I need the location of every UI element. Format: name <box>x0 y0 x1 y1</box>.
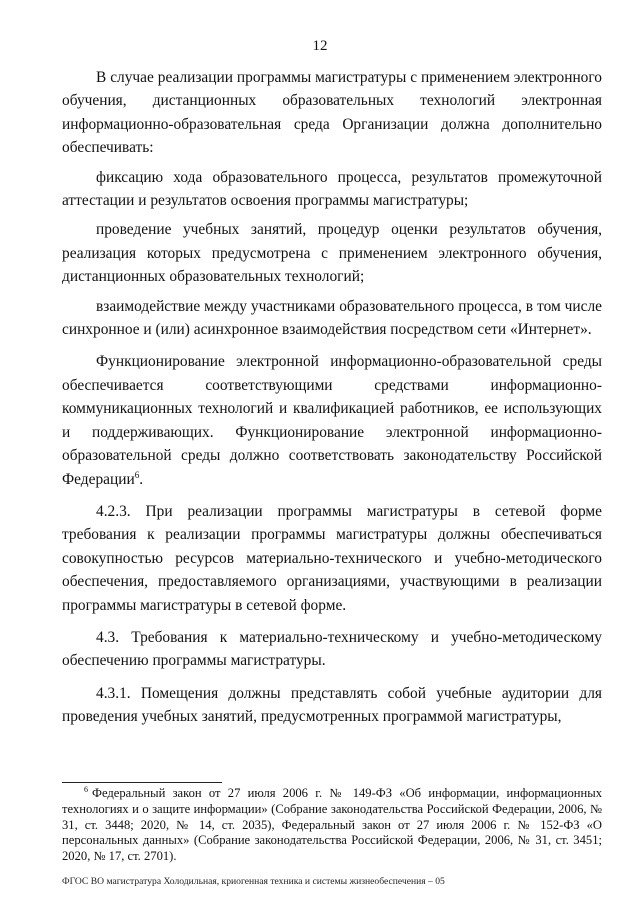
footnote-reference: 6 <box>134 469 140 480</box>
footnote-text: Федеральный закон от 27 июля 2006 г. № 149-ФЗ «Об информации, информационных технологиях и о защите информации» (Собрание законодательства Российской Федерации, 2006, № 31, ст. 3448; 2020, № 14, ст. 2035), Федеральный закон от 27 июля 2006 г. № 152-ФЗ «О персональных данных» (Собрание законодательства Российской Федерации, 2006, № 31, ст. 3451; 2020, № 17, ст. 2701). <box>62 786 602 864</box>
paragraph-functioning-end: . <box>139 470 144 488</box>
footnote-marker: 6 <box>84 784 88 794</box>
paragraph-interaction: взаимодействие между участниками образовательного процесса, в том числе синхронное и (или) асинхронное взаимодействия посредством сети «Интернет». <box>62 297 602 339</box>
paragraph-4-3-1: 4.3.1. Помещения должны представлять собой учебные аудитории для проведения учебных занятий, предусмотренных программой магистратуры, <box>62 684 602 726</box>
paragraph-electronic-learning: В случае реализации программы магистратуры с применением электронного обучения, дистанционных образовательных технологий электронная информационно-образовательная среда Организации должна дополнительно обеспечивать: <box>62 69 602 157</box>
paragraph-conducting-classes: проведение учебных занятий, процедур оценки результатов обучения, реализация которых предусмотрена с применением электронного обучения, дистанционных образовательных технологий; <box>62 221 602 286</box>
paragraph-functioning-text: Функционирование электронной информационно-образовательной среды обеспечивается соответствующими средствами информационно-коммуникационных технологий и квалификацией работников, ее использующих и поддерживающих. Функционирование электронной информационно-образовательной среды должно соответствовать законодательству Российской Федерации <box>62 353 602 488</box>
paragraph-4-3: 4.3. Требования к материально-техническому и учебно-методическому обеспечению программы магистратуры. <box>62 628 602 670</box>
paragraph-functioning <box>62 350 602 490</box>
document-footer: ФГОС ВО магистратура Холодильная, криогенная техника и системы жизнеобеспечения – 05 <box>62 876 445 887</box>
paragraph-4-2-3: 4.2.3. При реализации программы магистратуры в сетевой форме требования к реализации программы магистратуры должны обеспечиваться совокупностью ресурсов материально-технического и учебно-методического обеспечения, предоставляемого организациями, участвующими в реализации программы магистратуры в сетевой форме. <box>62 502 602 614</box>
main-body <box>62 66 602 738</box>
footnote <box>62 786 602 865</box>
page-number: 12 <box>312 38 328 54</box>
footnote-divider <box>62 782 222 783</box>
paragraph-recording-process: фиксацию хода образовательного процесса, результатов промежуточной аттестации и результатов освоения программы магистратуры; <box>62 168 602 210</box>
